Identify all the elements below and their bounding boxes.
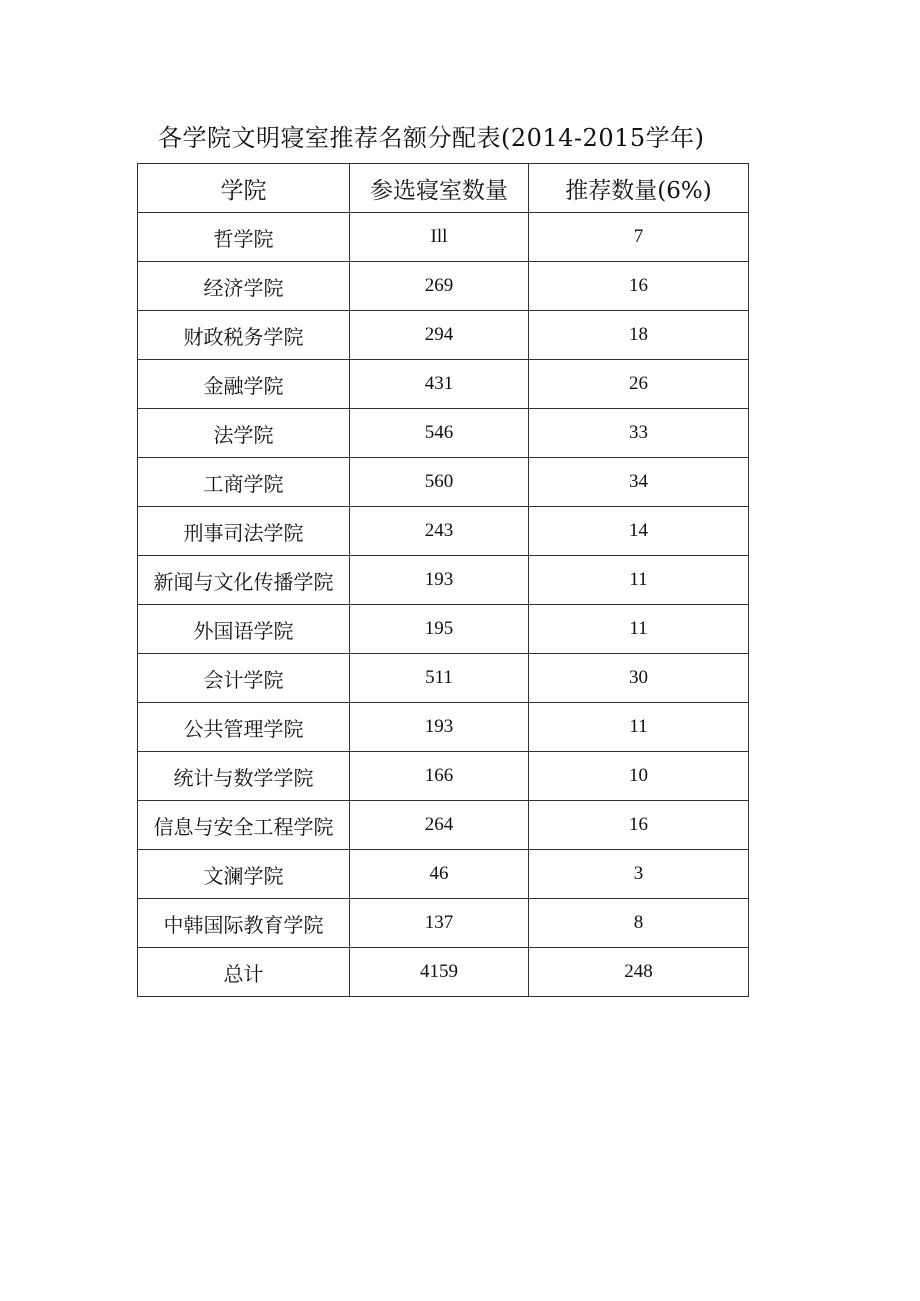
college-name-cell: 信息与安全工程学院 (138, 801, 350, 850)
dorm-count-cell: 193 (350, 556, 529, 605)
total-label-cell: 总计 (138, 948, 350, 997)
dorm-count-cell: 546 (350, 409, 529, 458)
college-name-cell: 新闻与文化传播学院 (138, 556, 350, 605)
dorm-count-cell: 294 (350, 311, 529, 360)
table-row (138, 507, 749, 556)
total-dorm-count-cell: 4159 (350, 948, 529, 997)
recommended-count-cell: 11 (529, 605, 749, 654)
college-name-cell: 统计与数学学院 (138, 752, 350, 801)
header-dorm-count: 参选寝室数量 (350, 164, 529, 213)
college-name-cell: 中韩国际教育学院 (138, 899, 350, 948)
college-name-cell: 外国语学院 (138, 605, 350, 654)
table-header-row (138, 164, 749, 213)
recommended-count-cell: 26 (529, 360, 749, 409)
table-total-row (138, 948, 749, 997)
table-row (138, 752, 749, 801)
dorm-count-cell: 269 (350, 262, 529, 311)
dorm-count-cell: 46 (350, 850, 529, 899)
dorm-count-cell: 193 (350, 703, 529, 752)
table-row (138, 654, 749, 703)
recommended-count-cell: 14 (529, 507, 749, 556)
recommended-count-cell: 16 (529, 801, 749, 850)
recommended-count-cell: 18 (529, 311, 749, 360)
table-row (138, 360, 749, 409)
document-title: 各学院文明寝室推荐名额分配表(2014-2015学年) (158, 124, 705, 152)
header-college: 学院 (138, 164, 350, 213)
college-name-cell: 公共管理学院 (138, 703, 350, 752)
total-recommended-count-cell: 248 (529, 948, 749, 997)
recommended-count-cell: 10 (529, 752, 749, 801)
table-row (138, 899, 749, 948)
dorm-count-cell: 137 (350, 899, 529, 948)
table-row (138, 311, 749, 360)
recommended-count-cell: 11 (529, 703, 749, 752)
college-name-cell: 法学院 (138, 409, 350, 458)
college-name-cell: 工商学院 (138, 458, 350, 507)
table-row (138, 556, 749, 605)
recommended-count-cell: 11 (529, 556, 749, 605)
college-name-cell: 财政税务学院 (138, 311, 350, 360)
table-row (138, 262, 749, 311)
table-row (138, 458, 749, 507)
recommended-count-cell: 16 (529, 262, 749, 311)
dorm-count-cell: 560 (350, 458, 529, 507)
dorm-count-cell: 264 (350, 801, 529, 850)
college-name-cell: 文澜学院 (138, 850, 350, 899)
dorm-count-cell: 166 (350, 752, 529, 801)
table-row (138, 605, 749, 654)
table-row (138, 850, 749, 899)
table-row (138, 409, 749, 458)
table-row (138, 703, 749, 752)
table-row (138, 801, 749, 850)
header-recommended-count: 推荐数量(6%) (529, 164, 749, 213)
college-name-cell: 哲学院 (138, 213, 350, 262)
recommended-count-cell: 30 (529, 654, 749, 703)
dorm-count-cell: 195 (350, 605, 529, 654)
dorm-count-cell: 243 (350, 507, 529, 556)
table-row (138, 213, 749, 262)
dorm-count-cell: 511 (350, 654, 529, 703)
recommended-count-cell: 34 (529, 458, 749, 507)
college-name-cell: 刑事司法学院 (138, 507, 350, 556)
allocation-table (137, 163, 749, 997)
dorm-count-cell: 431 (350, 360, 529, 409)
college-name-cell: 经济学院 (138, 262, 350, 311)
recommended-count-cell: 3 (529, 850, 749, 899)
recommended-count-cell: 33 (529, 409, 749, 458)
recommended-count-cell: 8 (529, 899, 749, 948)
dorm-count-cell: Ill (350, 213, 529, 262)
college-name-cell: 会计学院 (138, 654, 350, 703)
recommended-count-cell: 7 (529, 213, 749, 262)
college-name-cell: 金融学院 (138, 360, 350, 409)
